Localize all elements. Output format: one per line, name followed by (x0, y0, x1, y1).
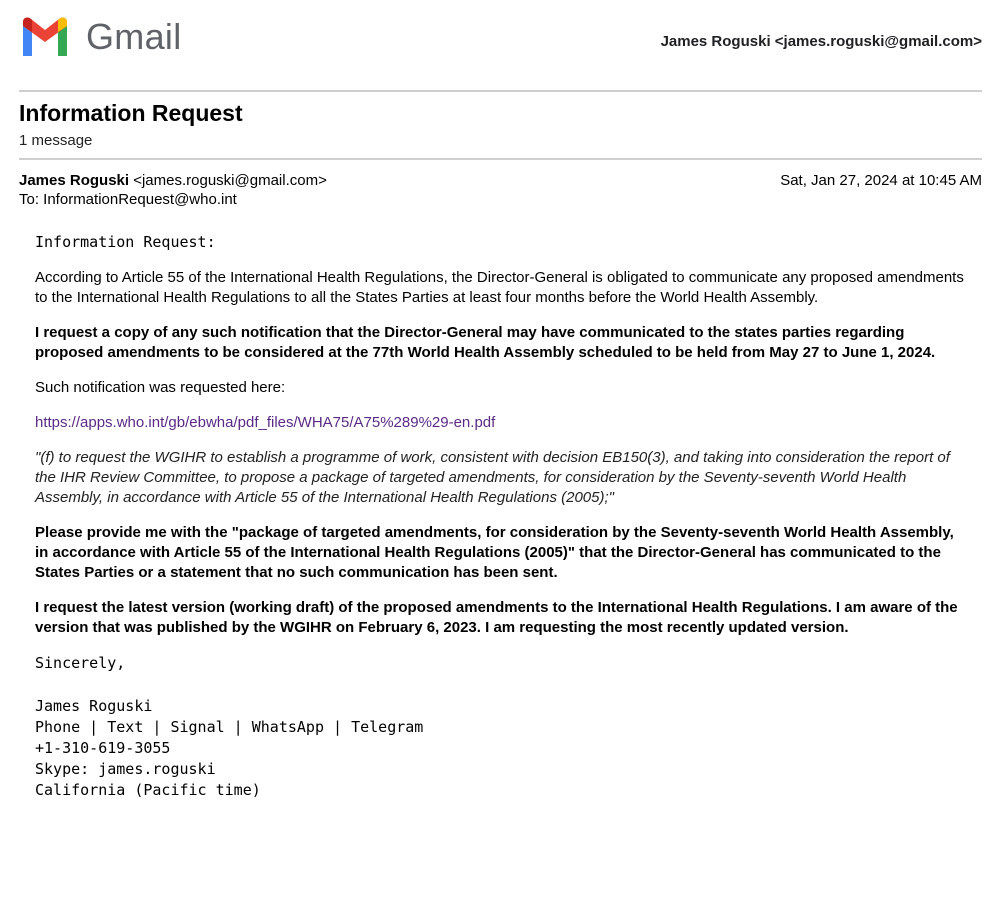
paragraph-latest-version: I request the latest version (working draft) of the proposed amendments to the International Health Regulations. I am aware of the version that was published by the WGIHR on February 6, 2023. I am requesting the most recently updated version. (35, 599, 958, 636)
signature-phone: +1-310-619-3055 (35, 739, 171, 757)
gmail-logo-icon[interactable] (19, 16, 71, 58)
sender-name: James Roguski (19, 172, 130, 189)
gmail-wordmark: Gmail (86, 16, 182, 57)
paragraph-package-request: Please provide me with the "package of targeted amendments, for consideration by the Seventy-seventh World Health Assembly, in accordance with Article 55 of the International Health Regulations (2005)" that the Director-General has communicated to the States Parties or a statement that no such communication has been sent. (35, 524, 954, 581)
signature-name: James Roguski (35, 697, 153, 715)
email-date: Sat, Jan 27, 2024 at 10:45 AM (780, 172, 982, 189)
paragraph-request-notification: I request a copy of any such notification that the Director-General may have communicated to the states parties regarding proposed amendments to be considered at the 77th World Health Assembly scheduled to be held from May 27 to June 1, 2024. (35, 324, 936, 361)
signature-location: California (Pacific time) (35, 781, 261, 799)
paragraph-requested-here: Such notification was requested here: (35, 379, 286, 396)
recipient-line: To: InformationRequest@who.int (19, 191, 237, 208)
signature-contact-methods: Phone | Text | Signal | WhatsApp | Telegram (35, 718, 424, 736)
email-subject: Information Request (19, 100, 243, 126)
closing: Sincerely, (35, 654, 126, 672)
divider (19, 90, 982, 92)
who-document-link[interactable]: https://apps.who.int/gb/ebwha/pdf_files/WHA75/A75%289%29-en.pdf (35, 414, 496, 431)
greeting: Information Request: (35, 233, 216, 251)
sender-line (19, 172, 327, 189)
signature-block (35, 696, 970, 801)
divider (19, 158, 982, 160)
message-count: 1 message (19, 132, 93, 149)
paragraph-article-55: According to Article 55 of the International Health Regulations, the Director-General is obligated to communicate any proposed amendments to the International Health Regulations to all the States Parties at least four months before the World Health Assembly. (35, 269, 964, 306)
quoted-resolution: "(f) to request the WGIHR to establish a programme of work, consistent with decision EB150(3), and taking into consideration the report of the IHR Review Committee, to propose a package of targeted amendments, for consideration by the Seventy-seventh World Health Assembly, in accordance with Article 55 of the International Health Regulations (2005);" (35, 449, 950, 506)
sender-email: <james.roguski@gmail.com> (133, 172, 327, 189)
email-body (35, 232, 970, 801)
signature-skype: Skype: james.roguski (35, 760, 216, 778)
account-label: James Roguski <james.roguski@gmail.com> (660, 33, 982, 50)
gmail-header (0, 0, 1000, 82)
